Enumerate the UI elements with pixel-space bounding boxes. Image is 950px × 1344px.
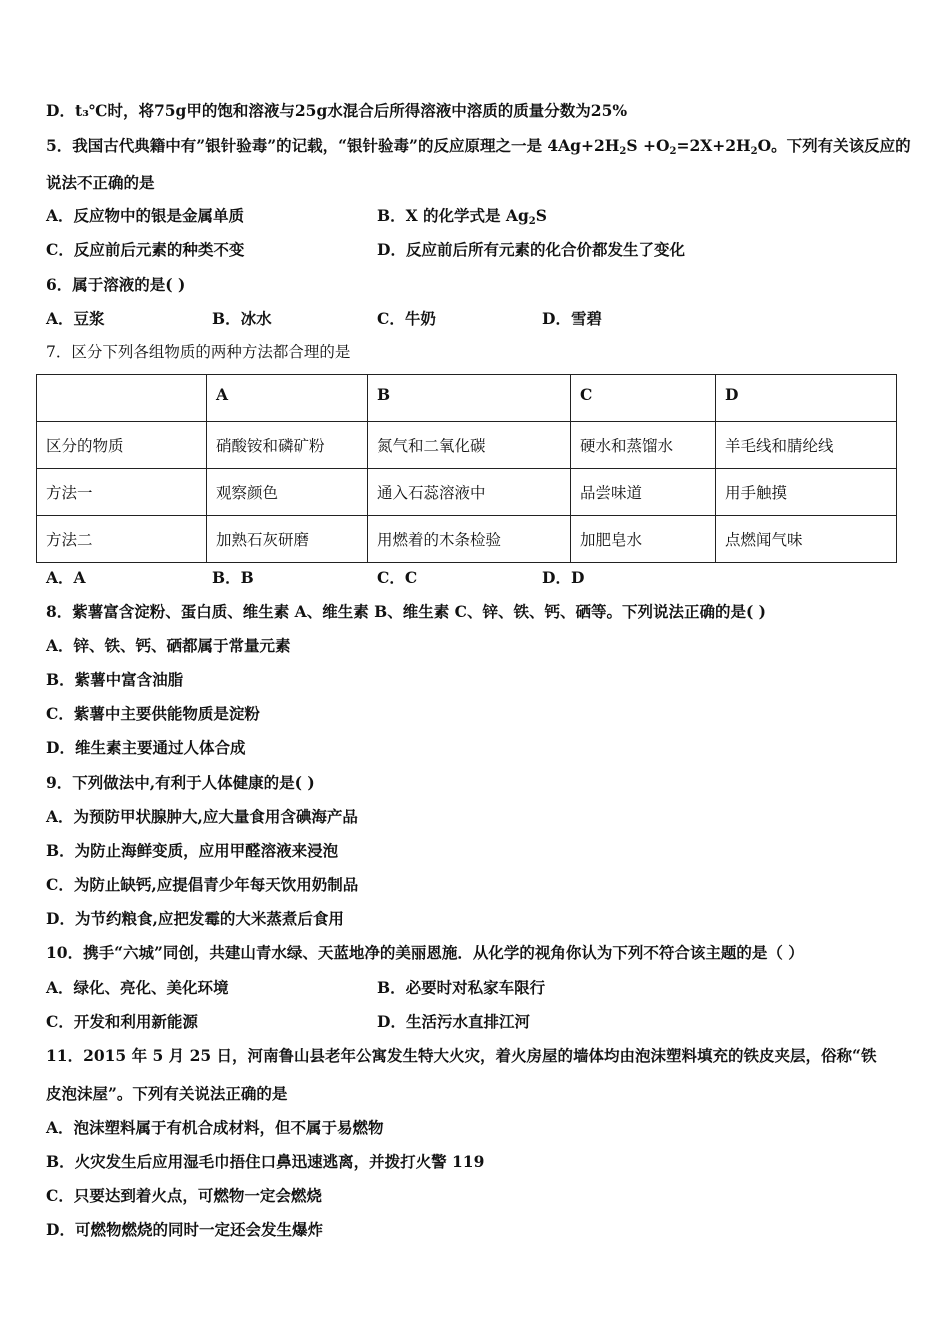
q4-option-d: D．t₃℃时，将75g甲的饱和溶液与25g水混合后所得溶液中溶质的质量分数为25%: [46, 101, 628, 120]
table-cell: 硬水和蒸馏水: [571, 422, 716, 469]
table-cell: 加熟石灰研磨: [207, 516, 368, 563]
q7-option-d: D．D: [542, 568, 585, 587]
table-header-cell: A: [207, 375, 368, 422]
q9-stem: 9．下列做法中,有利于人体健康的是( ): [46, 773, 315, 792]
q10-stem: 10．携手“六城”同创，共建山青水绿、天蓝地净的美丽恩施．从化学的视角你认为下列不符合该主题的是（ ）: [46, 943, 804, 962]
q9-option-b: B．为防止海鲜变质，应用甲醛溶液来浸泡: [46, 841, 339, 860]
q9-option-c: C．为防止缺钙,应提倡青少年每天饮用奶制品: [46, 875, 359, 894]
table-cell: 用手触摸: [716, 469, 897, 516]
q5-stem: [46, 136, 911, 162]
q6-option-d: D．雪碧: [542, 309, 602, 328]
q5-option-b-part: B．X 的化学式是 Ag: [377, 206, 529, 225]
q7-option-c: C．C: [377, 568, 418, 587]
table-cell: 通入石蕊溶液中: [368, 469, 571, 516]
table-header-cell: [37, 375, 207, 422]
table-cell: 点燃闻气味: [716, 516, 897, 563]
q6-option-b: B．冰水: [212, 309, 272, 328]
table-cell: 方法二: [37, 516, 207, 563]
q7-comparison-table: [36, 374, 897, 563]
table-row: [37, 516, 897, 563]
table-header-cell: B: [368, 375, 571, 422]
q6-option-a: A．豆浆: [46, 309, 105, 328]
table-row: [37, 469, 897, 516]
q11-stem-line1: 11．2015 年 5 月 25 日，河南鲁山县老年公寓发生特大火灾，着火房屋的墙体均由泡沫塑料填充的铁皮夹层，俗称“铁: [46, 1046, 877, 1065]
q9-option-a: A．为预防甲状腺肿大,应大量食用含碘海产品: [46, 807, 358, 826]
q10-option-c: C．开发和利用新能源: [46, 1012, 198, 1031]
q5-stem-part: 5．我国古代典籍中有”银针验毒”的记载，“银针验毒”的反应原理之一是 4Ag+2H: [46, 136, 620, 155]
table-cell: 羊毛线和腈纶线: [716, 422, 897, 469]
q5-subscript: 2: [750, 146, 758, 157]
q11-stem-line2: 皮泡沫屋”。下列有关说法正确的是: [46, 1084, 288, 1103]
q11-option-c: C．只要达到着火点，可燃物一定会燃烧: [46, 1186, 322, 1205]
q10-option-d: D．生活污水直排江河: [377, 1012, 530, 1031]
q8-option-a: A．锌、铁、钙、硒都属于常量元素: [46, 636, 291, 655]
table-cell: 观察颜色: [207, 469, 368, 516]
q5-subscript: 2: [669, 146, 677, 157]
table-row: [37, 422, 897, 469]
q5-option-a: A．反应物中的银是金属单质: [46, 206, 245, 225]
table-cell: 品尝味道: [571, 469, 716, 516]
q5-option-b: [377, 206, 547, 232]
q5-stem-line2: 说法不正确的是: [46, 173, 155, 192]
q5-option-b-subscript: 2: [528, 216, 536, 227]
q8-stem: 8．紫薯富含淀粉、蛋白质、维生素 A、维生素 B、维生素 C、锌、铁、钙、硒等。下列说法正确的是( ): [46, 602, 767, 621]
table-cell: 硝酸铵和磷矿粉: [207, 422, 368, 469]
table-header-row: [37, 375, 897, 422]
q6-option-c: C．牛奶: [377, 309, 436, 328]
q10-option-b: B．必要时对私家车限行: [377, 978, 546, 997]
q5-stem-part: S +O: [626, 136, 670, 155]
table-header-cell: C: [571, 375, 716, 422]
table-header-cell: D: [716, 375, 897, 422]
q8-option-d: D．维生素主要通过人体合成: [46, 738, 246, 757]
q5-stem-part: O。下列有关该反应的: [757, 136, 911, 155]
q11-option-d: D．可燃物燃烧的同时一定还会发生爆炸: [46, 1220, 323, 1239]
q11-option-b: B．火灾发生后应用湿毛巾捂住口鼻迅速逃离，并拨打火警 119: [46, 1152, 485, 1171]
table-cell: 区分的物质: [37, 422, 207, 469]
q5-option-c: C．反应前后元素的种类不变: [46, 240, 245, 259]
table-cell: 用燃着的木条检验: [368, 516, 571, 563]
q10-option-a: A．绿化、亮化、美化环境: [46, 978, 229, 997]
q11-option-a: A．泡沫塑料属于有机合成材料，但不属于易燃物: [46, 1118, 384, 1137]
q7-option-b: B．B: [212, 568, 254, 587]
table-cell: 加肥皂水: [571, 516, 716, 563]
table-cell: 氮气和二氧化碳: [368, 422, 571, 469]
q5-option-d: D．反应前后所有元素的化合价都发生了变化: [377, 240, 685, 259]
q7-stem: 7．区分下列各组物质的两种方法都合理的是: [46, 343, 351, 361]
q6-stem: 6．属于溶液的是( ): [46, 275, 186, 294]
q8-option-b: B．紫薯中富含油脂: [46, 670, 184, 689]
q5-subscript: 2: [619, 146, 627, 157]
q5-option-b-part: S: [535, 206, 547, 225]
q9-option-d: D．为节约粮食,应把发霉的大米蒸煮后食用: [46, 909, 344, 928]
q5-stem-part: =2X+2H: [676, 136, 751, 155]
table-cell: 方法一: [37, 469, 207, 516]
q7-option-a: A．A: [46, 568, 86, 587]
q8-option-c: C．紫薯中主要供能物质是淀粉: [46, 704, 260, 723]
